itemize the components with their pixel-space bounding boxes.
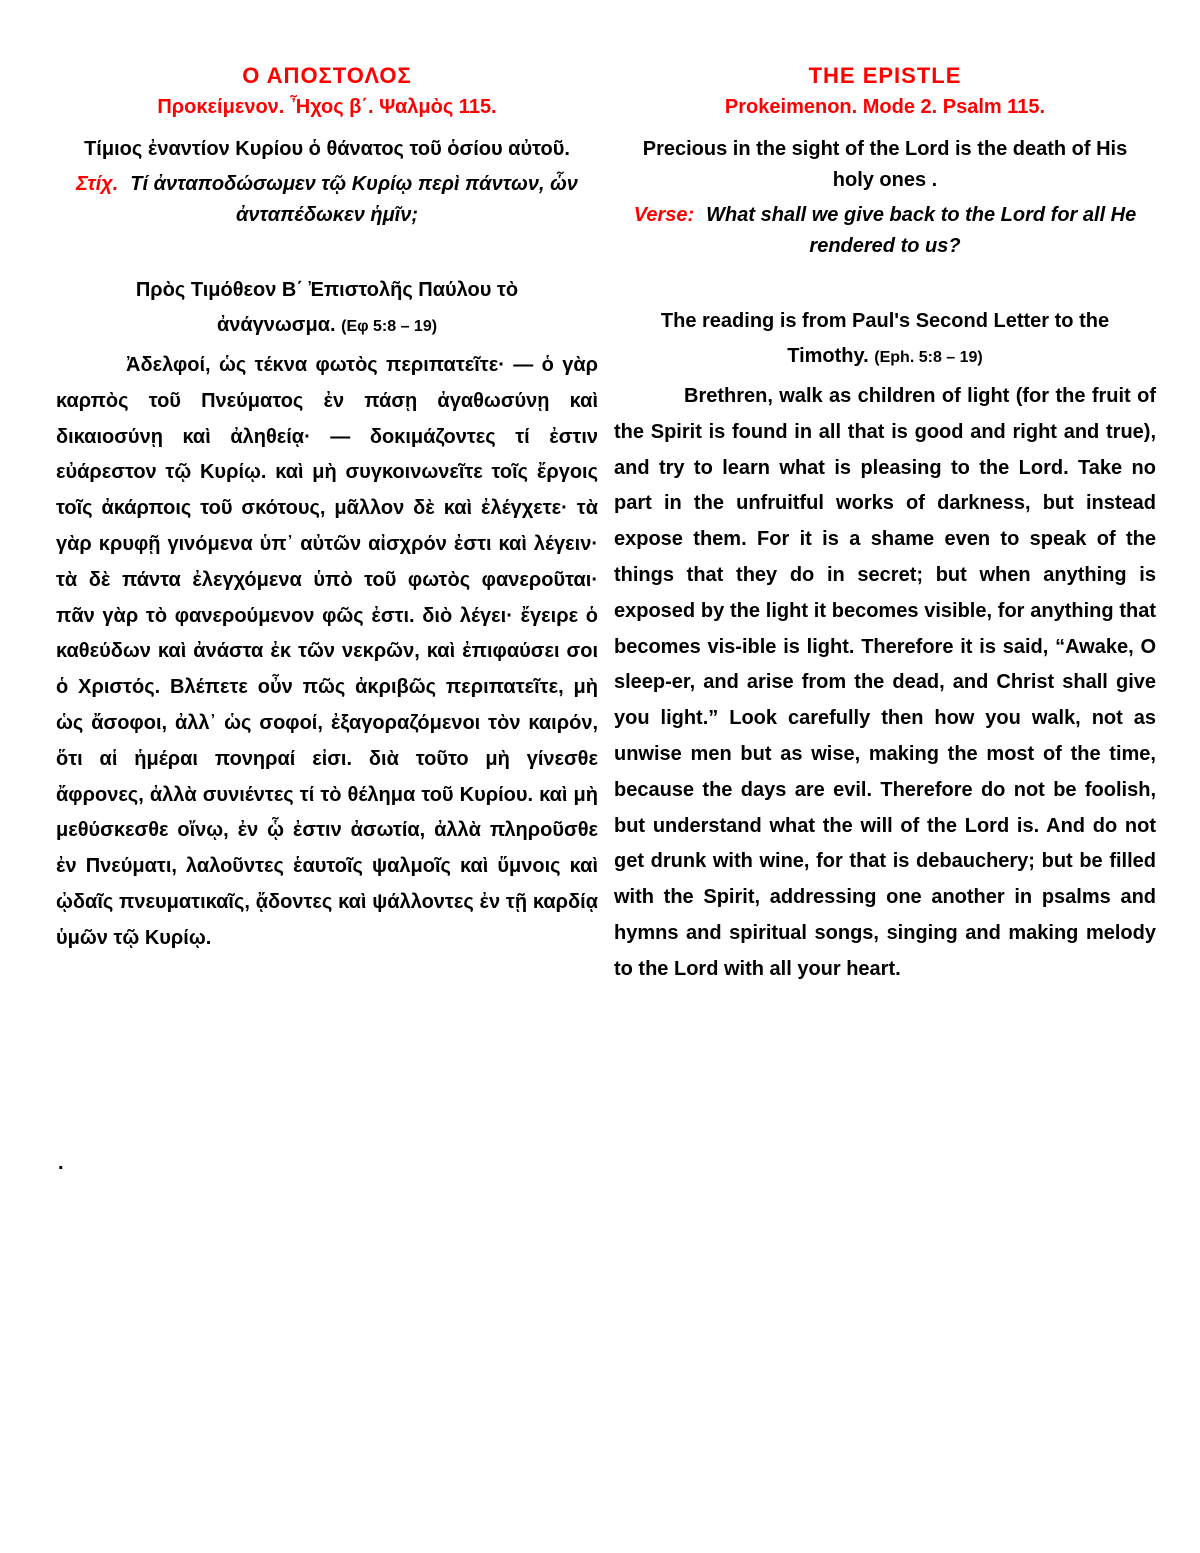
greek-reading-title xyxy=(56,273,598,344)
english-subtitle: Prokeimenon. Mode 2. Psalm 115. xyxy=(724,96,1046,118)
greek-column xyxy=(56,60,598,957)
english-verse xyxy=(614,200,1156,262)
english-reading-reference: (Eph. 5:8 – 19) xyxy=(874,349,983,366)
english-reading-title xyxy=(614,304,1156,375)
greek-reading-title-text: Πρὸς Τιμόθεον Β΄ Ἐπιστολῆς Παύλου τὸ ἀνάγνωσμα. xyxy=(135,279,519,336)
greek-verse-label: Στίχ. xyxy=(76,173,119,195)
greek-reading-reference: (Εφ 5:8 – 19) xyxy=(341,318,438,335)
english-reading-title-text: The reading is from Paul's Second Letter to the Timothy. xyxy=(660,310,1110,367)
greek-verse xyxy=(56,169,598,231)
greek-prokeimenon: Τίμιος ἐναντίον Κυρίου ὁ θάνατος τοῦ ὁσίου αὐτοῦ. xyxy=(84,138,570,160)
greek-verse-text: Τί ἀνταποδώσωμεν τῷ Κυρίῳ περὶ πάντων, ὧν ἀνταπέδωκεν ἡμῖν; xyxy=(130,173,578,226)
trailing-mark: . xyxy=(58,1152,64,1174)
english-verse-text: What shall we give back to the Lord for all He rendered to us? xyxy=(706,204,1137,257)
greek-title: Ο ΑΠΟΣΤΟΛΟΣ xyxy=(242,63,412,88)
english-title: THE EPISTLE xyxy=(808,63,962,88)
english-reading-body: Brethren, walk as children of light (for the fruit of the Spirit is found in all that is good and right and true), and try to learn what is pleasing to the Lord. Take no part in the unfruitful works of darkness, but instead expose them. For it is a shame even to speak of the things that they do in secret; but when anything is exposed by the light it becomes visible, for anything that becomes vis-ible is light. Therefore it is said, “Awake, O sleep-er, and arise from the dead, and Christ shall give you light.” Look carefully then how you walk, not as unwise men but as wise, making the most of the time, because the days are evil. Therefore do not be foolish, but understand what the will of the Lord is. And do not get drunk with wine, for that is debauchery; but be filled with the Spirit, addressing one another in psalms and hymns and spiritual songs, singing and making melody to the Lord with all your heart. xyxy=(614,385,1156,980)
greek-subtitle: Προκείμενον. Ἦχος β΄. Ψαλμὸς 115. xyxy=(157,96,497,118)
english-prokeimenon: Precious in the sight of the Lord is the death of His holy ones . xyxy=(642,138,1128,191)
greek-reading-body: Ἀδελφοί, ὡς τέκνα φωτὸς περιπατεῖτε· — ὁ γὰρ καρπὸς τοῦ Πνεύματος ἐν πάσῃ ἀγαθωσύνῃ καὶ δικαιοσύνῃ καὶ ἀληθείᾳ· — δοκιμάζοντες τί ἐστιν εὐάρεστον τῷ Κυρίῳ. καὶ μὴ συγκοινωνεῖτε τοῖς ἔργοις τοῖς ἀκάρποις τοῦ σκότους, μᾶλλον δὲ καὶ ἐλέγχετε· τὰ γὰρ κρυφῇ γινόμενα ὑπ᾿ αὐτῶν αἰσχρόν ἐστι καὶ λέγειν· τὰ δὲ πάντα ἐλεγχόμενα ὑπὸ τοῦ φωτὸς φανεροῦται· πᾶν γὰρ τὸ φανερούμενον φῶς ἐστι. διὸ λέγει· ἔγειρε ὁ καθεύδων καὶ ἀνάστα ἐκ τῶν νεκρῶν, καὶ ἐπιφαύσει σοι ὁ Χριστός. Βλέπετε οὖν πῶς ἀκριβῶς περιπατεῖτε, μὴ ὡς ἄσοφοι, ἀλλ᾿ ὡς σοφοί, ἐξαγοραζόμενοι τὸν καιρόν, ὅτι αἱ ἡμέραι πονηραί εἰσι. διὰ τοῦτο μὴ γίνεσθε ἄφρονες, ἀλλὰ συνιέντες τί τὸ θέλημα τοῦ Κυρίου. καὶ μὴ μεθύσκεσθε οἴνῳ, ἐν ᾧ ἐστιν ἀσωτία, ἀλλὰ πληροῦσθε ἐν Πνεύματι, λαλοῦντες ἑαυτοῖς ψαλμοῖς καὶ ὕμνοις καὶ ᾠδαῖς πνευματικαῖς, ᾄδοντες καὶ ψάλλοντες ἐν τῇ καρδίᾳ ὑμῶν τῷ Κυρίῳ. xyxy=(56,354,598,949)
english-column xyxy=(614,60,1156,988)
english-verse-label: Verse: xyxy=(633,204,695,226)
